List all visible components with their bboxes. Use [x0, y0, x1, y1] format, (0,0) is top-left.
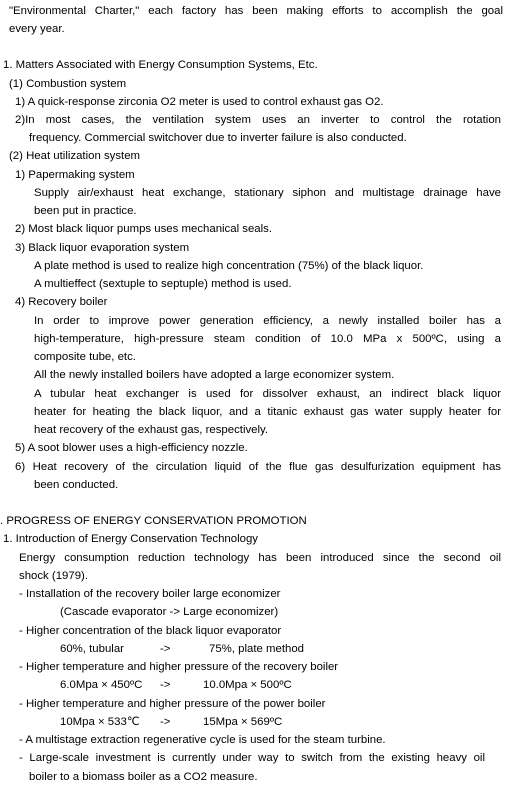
paragraph-line: Supply air/exhaust heat exchange, stationary siphon and multistage drainage have [34, 187, 501, 199]
list-item: 2) Most black liquor pumps uses mechanical seals. [15, 223, 273, 235]
list-item-heading: 1) Papermaking system [15, 169, 135, 181]
bullet-item: - Installation of the recovery boiler large economizer [19, 588, 281, 600]
intro-line: every year. [9, 23, 65, 35]
arrow-text: -> [160, 643, 171, 655]
subsection-heading: (2) Heat utilization system [9, 150, 141, 162]
paragraph-line: been put in practice. [34, 205, 137, 217]
bullet-item-continuation: boiler to a biomass boiler as a CO2 measure. [29, 771, 258, 783]
bullet-item: - A multistage extraction regenerative cycle is used for the steam turbine. [19, 734, 386, 746]
paragraph-line: shock (1979). [19, 570, 89, 582]
list-item: 1) A quick-response zirconia O2 meter is used to control exhaust gas O2. [15, 96, 384, 108]
paragraph-line: A multieffect (sextuple to septuple) method is used. [34, 278, 292, 290]
subsection-heading: 1. Introduction of Energy Conservation Technology [3, 533, 258, 545]
paragraph-line: All the newly installed boilers have adopted a large economizer system. [34, 369, 395, 381]
arrow-text: -> [160, 716, 171, 728]
change-to: 15Mpa × 569ºC [203, 716, 283, 728]
change-to: 75%, plate method [209, 643, 304, 655]
bullet-item: - Higher concentration of the black liquor evaporator [19, 625, 282, 637]
bullet-item: - Large-scale investment is currently under way to switch from the existing heavy oil [19, 752, 485, 764]
section-heading: 1. Matters Associated with Energy Consumption Systems, Etc. [3, 59, 318, 71]
list-item-continuation: been conducted. [34, 479, 119, 491]
paragraph-line: high-temperature, high-pressure steam condition of 10.0 MPa x 500ºC, using a [34, 333, 501, 345]
bullet-detail: (Cascade evaporator -> Large economizer) [60, 606, 279, 618]
change-from: 60%, tubular [60, 643, 124, 655]
list-item: 2)In most cases, the ventilation system uses an inverter to control the rotation [15, 114, 501, 126]
change-from: 6.0Mpa × 450ºC [60, 679, 143, 691]
list-item-heading: 4) Recovery boiler [15, 296, 108, 308]
paragraph-line: heater for heating the black liquor, and a titanic exhaust gas water supply heater for [34, 406, 501, 418]
change-from: 10Mpa × 533℃ [60, 716, 140, 728]
bullet-item: - Higher temperature and higher pressure of the recovery boiler [19, 661, 339, 673]
list-item-continuation: frequency. Commercial switchover due to inverter failure is also conducted. [29, 132, 407, 144]
change-to: 10.0Mpa × 500ºC [203, 679, 292, 691]
paragraph-line: A tubular heat exchanger is used for dissolver exhaust, an indirect black liquor [34, 388, 501, 400]
subsection-heading: (1) Combustion system [9, 78, 127, 90]
arrow-text: -> [160, 679, 171, 691]
intro-line: "Environmental Charter," each factory has been making efforts to accomplish the goal [9, 5, 503, 17]
section-heading: . PROGRESS OF ENERGY CONSERVATION PROMOTION [0, 515, 307, 527]
list-item: 5) A soot blower uses a high-efficiency nozzle. [15, 442, 248, 454]
paragraph-line: Energy consumption reduction technology has been introduced since the second oil [19, 552, 501, 564]
paragraph-line: composite tube, etc. [34, 351, 136, 363]
paragraph-line: In order to improve power generation efficiency, a newly installed boiler has a [34, 315, 501, 327]
bullet-item: - Higher temperature and higher pressure of the power boiler [19, 698, 326, 710]
list-item-heading: 3) Black liquor evaporation system [15, 242, 190, 254]
paragraph-line: heat recovery of the exhaust gas, respectively. [34, 424, 269, 436]
list-item: 6) Heat recovery of the circulation liquid of the flue gas desulfurization equipment has [15, 461, 501, 473]
paragraph-line: A plate method is used to realize high concentration (75%) of the black liquor. [34, 260, 424, 272]
